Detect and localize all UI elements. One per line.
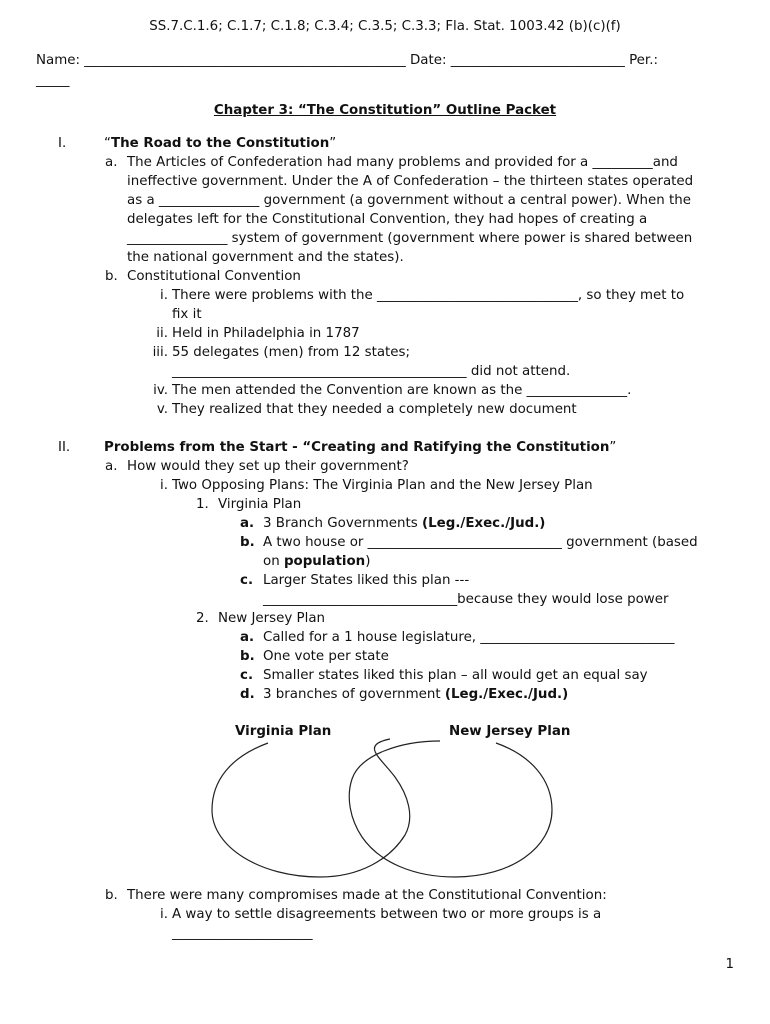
section2-b-text: There were many compromises made at the Constitutional Convention: [127,888,607,903]
section1-a-line: ineffective government. Under the A of Confederation – the thirteen states operated [127,174,694,189]
virginia-a-marker: a. [240,516,255,531]
venn-diagram [200,735,570,885]
sub-iv-text: The men attended the Convention are known as the _______________. [172,383,632,398]
venn-left-circle [212,739,410,877]
newjersey-b-marker: b. [240,649,255,664]
sub-v-marker: v. [156,402,168,417]
newjersey-a-text: Called for a 1 house legislature, _____________________________ [263,630,675,645]
name-field [36,51,658,70]
section1-numeral: I. [58,136,67,151]
sub-ii-marker: ii. [156,326,168,341]
virginia-b-pre: on [263,554,284,569]
section2-i-text: Two Opposing Plans: The Virginia Plan and the New Jersey Plan [172,478,593,493]
virginia-b-text: A two house or _____________________________ government (based [263,535,698,550]
virginia-a-text [263,514,545,533]
section1-a-line: the national government and the states). [127,250,404,265]
sub-iii-marker: iii. [152,345,168,360]
section1-heading-text: The Road to the Constitution [110,136,330,151]
virginia-b-bold: population [283,554,366,569]
section2-b-i-text: A way to settle disagreements between two or more groups is a [172,907,602,922]
sub-i-marker: i. [160,288,168,303]
page-number: 1 [725,957,734,972]
section1-a-line: delegates left for the Constitutional Convention, they had hopes of creating a [127,212,648,227]
section2-heading-close: ” [609,440,617,455]
newjersey-d-bold: (Leg./Exec./Jud.) [444,687,569,702]
sub-ii-text: Held in Philadelphia in 1787 [172,326,360,341]
virginia-b-text [263,552,370,571]
venn-right-label: New Jersey Plan [449,724,571,739]
virginia-b-marker: b. [240,535,255,550]
section2-numeral: II. [58,440,71,455]
newjersey-d-text [263,685,568,704]
virginia-title: Virginia Plan [218,497,302,512]
section1-heading-open: “ [104,136,111,151]
virginia-a-plain: 3 Branch Governments [263,516,423,531]
sub-v-text: They realized that they needed a completely new document [172,402,577,417]
newjersey-c-marker: c. [240,668,254,683]
virginia-c-text: Larger States liked this plan --- [263,573,470,588]
date-blank: __________________________ [450,53,625,68]
venn-right-circle [349,741,552,877]
virginia-b-post: ) [365,554,371,569]
newjersey-d-marker: d. [240,687,255,702]
newjersey-title: New Jersey Plan [218,611,326,626]
section1-heading-close: ” [329,136,337,151]
virginia-c-marker: c. [240,573,254,588]
virginia-marker: 1. [196,497,209,512]
page-title: Chapter 3: “The Constitution” Outline Packet [213,103,557,118]
section2-b-marker: b. [105,888,118,903]
newjersey-a-marker: a. [240,630,255,645]
sub-iii-text: 55 delegates (men) from 12 states; [172,345,411,360]
section2-heading [104,438,616,457]
newjersey-c-text: Smaller states liked this plan – all would get an equal say [263,668,648,683]
newjersey-marker: 2. [196,611,209,626]
section1-a-line: The Articles of Confederation had many problems and provided for a _________and [127,155,678,170]
newjersey-b-text: One vote per state [263,649,389,664]
section1-heading [104,134,336,153]
name-blank: ________________________________________________ [84,53,406,68]
section2-i-marker: i. [160,478,168,493]
section1-a-line: as a _______________ government (a government without a central power). When the [127,193,691,208]
standards-line: SS.7.C.1.6; C.1.7; C.1.8; C.3.4; C.3.5; C.3.3; Fla. Stat. 1003.42 (b)(c)(f) [149,19,621,34]
sub-iii-text: ____________________________________________ did not attend. [172,364,571,379]
section2-b-i-text: _____________________ [172,926,313,941]
section2-a-marker: a. [105,459,118,474]
section2-a-text: How would they set up their government? [127,459,409,474]
sub-i-text: There were problems with the ______________________________, so they met to [172,288,685,303]
sub-i-text: fix it [172,307,202,322]
name-label: Name: [36,53,81,68]
virginia-c-text: _____________________________because they would lose power [263,592,669,607]
section2-b-i-marker: i. [160,907,168,922]
section1-b-marker: b. [105,269,118,284]
per-label: Per.: [629,53,658,68]
venn-left-label: Virginia Plan [235,724,332,739]
newjersey-d-plain: 3 branches of government [263,687,445,702]
section1-a-marker: a. [105,155,118,170]
virginia-a-bold: (Leg./Exec./Jud.) [422,516,546,531]
section1-b-text: Constitutional Convention [127,269,301,284]
section2-heading-text: Problems from the Start - “Creating and Ratifying the Constitution [104,440,610,455]
section1-a-line: _______________ system of government (government where power is shared between [127,231,693,246]
per-blank: _____ [36,73,70,88]
date-label: Date: [409,53,447,68]
sub-iv-marker: iv. [153,383,168,398]
